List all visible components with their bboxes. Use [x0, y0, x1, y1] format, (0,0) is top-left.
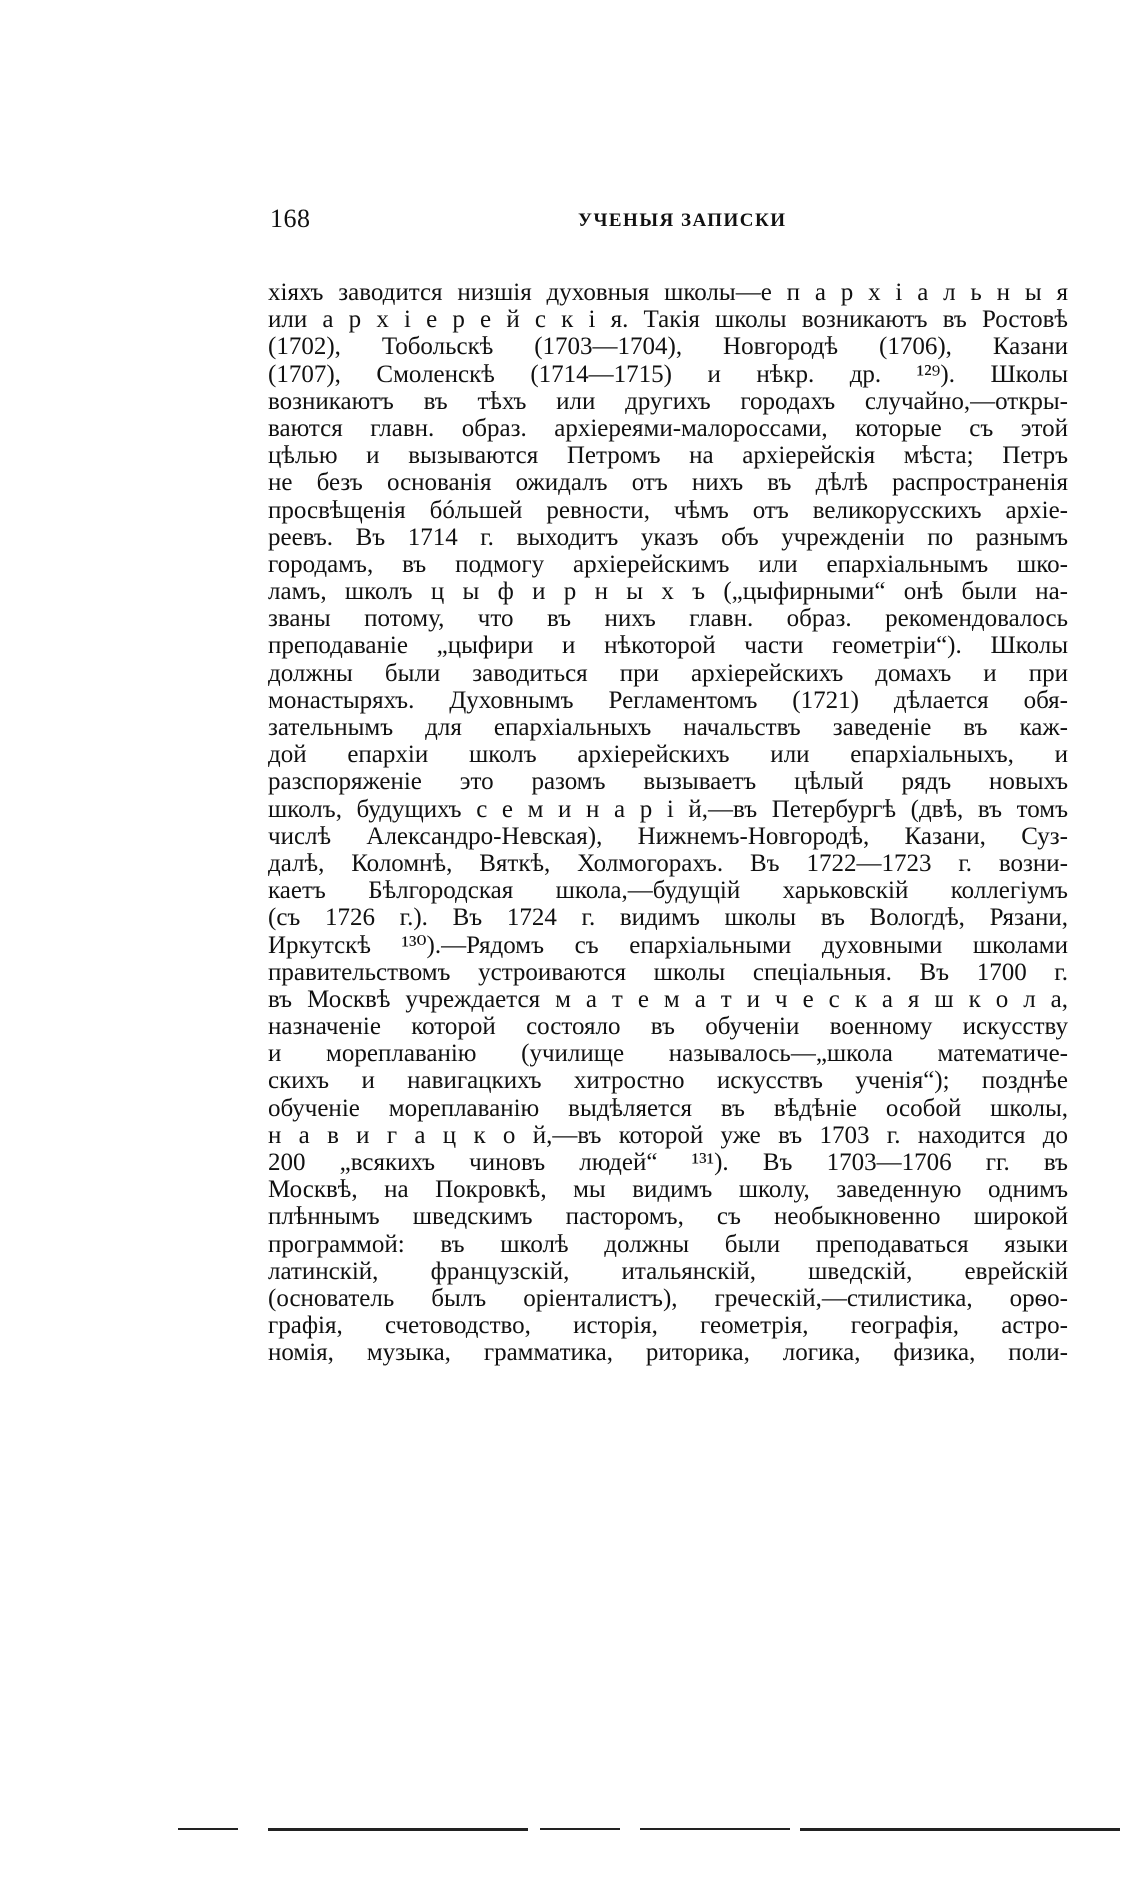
- text-line: 200 „всякихъ чиновъ людей“ ¹³¹). Въ 1703—1706 гг. въ: [268, 1149, 1068, 1176]
- text-line: каетъ Бѣлгородская школа,—будущій харьковскій коллегіумъ: [268, 877, 1068, 905]
- text-line: городамъ, въ подмогу архіерейскимъ или епархіальнымъ шко-: [268, 550, 1068, 578]
- text-line: графія, счетоводство, исторія, геометрія, географія, астро-: [268, 1312, 1068, 1340]
- page-header: [270, 204, 1070, 244]
- text-line: должны были заводиться при архіерейскихъ домахъ и при: [268, 659, 1068, 687]
- text-line: номія, музыка, грамматика, риторика, логика, физика, поли-: [268, 1339, 1068, 1367]
- text-line: далѣ, Коломнѣ, Вяткѣ, Холмогорахъ. Въ 1722—1723 г. возни-: [268, 849, 1068, 877]
- text-line: разспоряженіе это разомъ вызываетъ цѣлый рядъ новыхъ: [268, 768, 1068, 796]
- text-line: ламъ, школъ ц ы ф и р н ы х ъ („цыфирными“ онѣ были на-: [268, 578, 1068, 606]
- text-line: числѣ Александро-Невская), Нижнемъ-Новгородѣ, Казани, Суз-: [268, 822, 1068, 850]
- text-line: хіяхъ заводится низшія духовныя школы—е п а р х і а л ь н ы я: [268, 279, 1068, 306]
- body-text: [268, 279, 1068, 1367]
- text-line: школъ, будущихъ с е м и н а р і й,—въ Петербургѣ (двѣ, въ томъ: [268, 795, 1068, 823]
- text-line: скихъ и навигацкихъ хитростно искусствъ ученія“); позднѣе: [268, 1067, 1068, 1095]
- text-line: не безъ основанія ожидалъ отъ нихъ въ дѣлѣ распространенія: [268, 469, 1068, 497]
- text-line: возникаютъ въ тѣхъ или другихъ городахъ случайно,—откры-: [268, 387, 1068, 415]
- text-line: латинскій, французскій, итальянскій, шведскій, еврейскій: [268, 1257, 1068, 1285]
- text-line: плѣннымъ шведскимъ пасторомъ, съ необыкновенно широкой: [268, 1203, 1068, 1231]
- text-line: программой: въ школѣ должны были преподаваться языки: [268, 1230, 1068, 1258]
- text-line: въ Москвѣ учреждается м а т е м а т и ч е с к а я ш к о л а,: [268, 985, 1068, 1013]
- text-line: зательнымъ для епархіальныхъ начальствъ заведеніе въ каж-: [268, 714, 1068, 741]
- text-line: преподаваніе „цыфири и нѣкоторой части геометріи“). Школы: [268, 632, 1068, 660]
- text-line: назначеніе которой состояло въ обученіи военному искусству: [268, 1013, 1068, 1041]
- text-line: и мореплаванію (училище называлось—„школа математиче-: [268, 1040, 1068, 1068]
- bottom-rule-segment: [268, 1828, 528, 1831]
- text-line: монастыряхъ. Духовнымъ Регламентомъ (1721) дѣлается обя-: [268, 686, 1068, 714]
- text-line: правительствомъ устроиваются школы спеціальныя. Въ 1700 г.: [268, 958, 1068, 986]
- bottom-rule-segment: [800, 1828, 1120, 1831]
- bottom-rule-segment: [540, 1828, 620, 1830]
- text-line: ваются главн. образ. архіереями-малороссами, которые съ этой: [268, 414, 1068, 442]
- text-line: или а р х і е р е й с к і я. Такія школы возникаютъ въ Ростовѣ: [268, 306, 1068, 334]
- text-line: (съ 1726 г.). Въ 1724 г. видимъ школы въ Вологдѣ, Рязани,: [268, 904, 1068, 932]
- text-line: дой епархіи школъ архіерейскихъ или епархіальныхъ, и: [268, 741, 1068, 769]
- text-line: обученіе мореплаванію выдѣляется въ вѣдѣніе особой школы,: [268, 1094, 1068, 1122]
- text-line: Москвѣ, на Покровкѣ, мы видимъ школу, заведенную однимъ: [268, 1176, 1068, 1204]
- bottom-rule-segment: [640, 1828, 790, 1830]
- text-line: Иркутскѣ ¹³⁰).—Рядомъ съ епархіальными духовными школами: [268, 931, 1068, 959]
- text-line: реевъ. Въ 1714 г. выходитъ указъ объ учрежденіи по разнымъ: [268, 523, 1068, 551]
- text-line: (1702), Тобольскѣ (1703—1704), Новгородѣ (1706), Казани: [268, 333, 1068, 361]
- bottom-rule-segment: [178, 1828, 238, 1830]
- page-number: 168: [270, 204, 311, 233]
- text-line: цѣлью и вызываются Петромъ на архіерейскія мѣста; Петръ: [268, 442, 1068, 470]
- text-line: (основатель былъ оріенталистъ), греческій,—стилистика, орѳо-: [268, 1284, 1068, 1312]
- running-title: УЧЕНЫЯ ЗАПИСКИ: [578, 210, 787, 231]
- text-line: (1707), Смоленскѣ (1714—1715) и нѣкр. др. ¹²⁹). Школы: [268, 360, 1068, 388]
- text-line: н а в и г а ц к о й,—въ которой уже въ 1703 г. находится до: [268, 1121, 1068, 1149]
- text-line: званы потому, что въ нихъ главн. образ. рекомендовалось: [268, 605, 1068, 633]
- text-line: просвѣщенія бóльшей ревности, чѣмъ отъ великорусскихъ архіе-: [268, 496, 1068, 524]
